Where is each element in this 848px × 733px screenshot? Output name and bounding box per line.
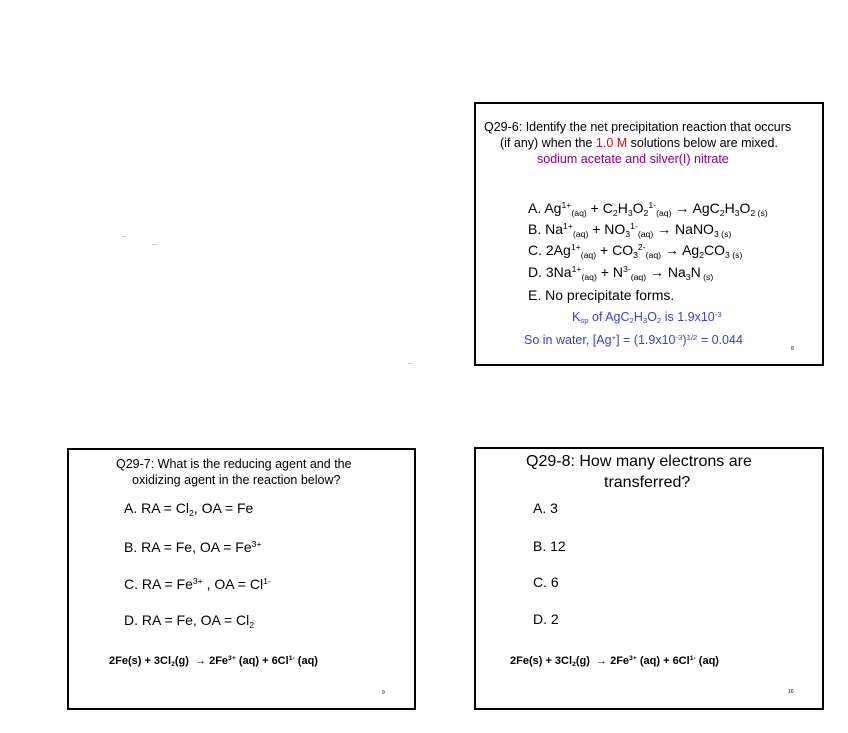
option-c: C. 6	[533, 574, 559, 590]
question-line-1: Q29-7: What is the reducing agent and the	[116, 457, 352, 471]
page-number: 8	[791, 346, 794, 352]
option-c: C. RA = $Fe^{3+}$ , OA = $Cl^{1-}$	[124, 576, 271, 592]
option-e: E. No precipitate forms.	[528, 287, 675, 303]
water-line: So in water, $[Ag^+] = (1.9x10^{-3})^{1/2} = 0.044$	[524, 332, 743, 347]
question-line-2: (if any) when the 1.0 M solutions below are mixed.	[500, 136, 778, 150]
faint-mark	[152, 244, 158, 245]
question-line-2: transferred?	[604, 474, 691, 491]
page-number: 9	[382, 690, 385, 696]
slide-9	[67, 448, 416, 710]
option-a: A. 3	[533, 500, 558, 516]
question-line-2: oxidizing agent in the reaction below?	[132, 473, 341, 487]
faint-mark	[408, 363, 412, 364]
question-line-1: Q29-8: How many electrons are	[526, 453, 752, 470]
option-d: D. RA = Fe, OA = $Cl_2$	[124, 612, 255, 630]
ksp-line: $K_{sp}$ of $AgC_2H_3O_2$ is $1.9x10^{-3}$	[572, 309, 722, 326]
option-b: B. 12	[533, 538, 566, 554]
subtitle: sodium acetate and silver(I) nitrate	[537, 152, 729, 166]
reaction-equation: $2Fe(s) + 3Cl_2(g) \to 2Fe^{3+}$ $(aq) + 6Cl^{1-}$ (aq)	[510, 655, 719, 669]
option-d: D. $3Na^{1+}_{(aq)} + N^{3-}_{(aq)} \to Na_3N$ $_{(s)}$	[528, 264, 714, 282]
option-a: A. RA = $Cl_2$, OA = Fe	[124, 500, 254, 518]
option-a: A. $Ag^{1+}_{(aq)} + C_2H_3O_2^{1-}_{(aq)} \to AgC_2H_3O_2$ $_{(s)}$	[528, 200, 768, 218]
reaction-equation: $2Fe(s) + 3Cl_2(g) \to 2Fe^{3+}$ $(aq) + 6Cl^{1-}$ (aq)	[109, 655, 318, 669]
faint-mark	[122, 236, 126, 237]
option-b: B. RA = Fe, OA = $Fe^{3+}$	[124, 539, 262, 555]
option-b: B. $Na^{1+}_{(aq)} + NO_3^{1-}_{(aq)}$ → NaNO$_{3 (s)}$	[528, 221, 732, 239]
option-c: C. $2Ag^{1+}_{(aq)} + CO_3^{2-}_{(aq)} \to Ag_2CO_{3 (s)}$	[528, 242, 743, 260]
slide-10	[474, 447, 824, 710]
page-number: 10	[788, 689, 794, 695]
question-line-1: Q29-6: Identify the net precipitation reaction that occurs	[484, 120, 792, 134]
option-d: D. 2	[533, 611, 559, 627]
slide-8	[474, 102, 824, 366]
